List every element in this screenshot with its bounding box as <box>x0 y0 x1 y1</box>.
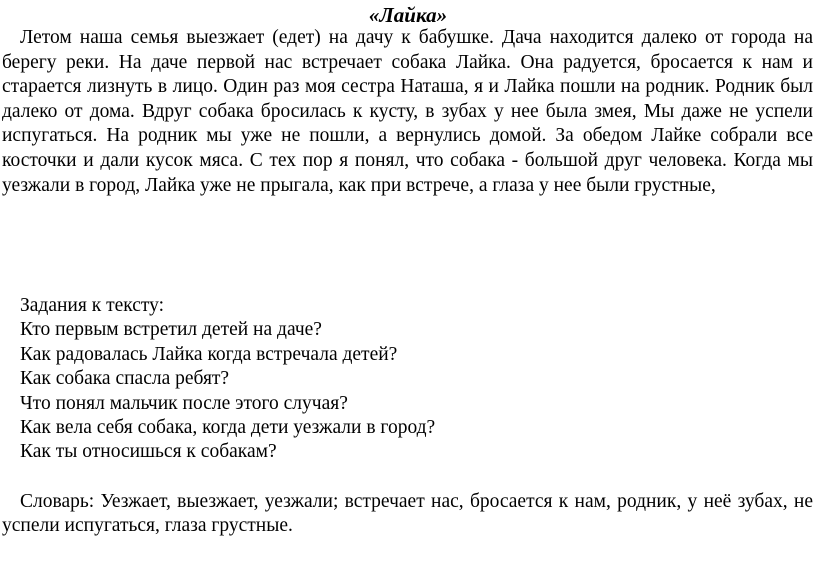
tasks-heading: Задания к тексту: <box>20 295 165 316</box>
document-title: «Лайка» <box>368 3 448 27</box>
task-item: Как радовалась Лайка когда встречала детей? <box>20 343 398 365</box>
task-item: Как вела себя собака, когда дети уезжали в город? <box>20 417 436 439</box>
task-item: Как собака спасла ребят? <box>20 368 230 390</box>
task-item: Как ты относишься к собакам? <box>20 441 277 463</box>
task-item: Кто первым встретил детей на даче? <box>20 319 322 341</box>
story-paragraph: Летом наша семья выезжает (едет) на дачу к бабушке. Дача находится далеко от города на берегу реки. На даче первой нас встречает собака Лайка. Она радуется, бросается к нам и старается лизнуть в лицо. Один раз моя сестра Наташа, я и Лайка пошли на родник. Родник был далеко от дома. Вдруг собака бросилась к кусту, в зубах у нее была змея, Мы даже не успели испугаться. На родник мы уже не пошли, а вернулись домой. За обедом Лайке собрали все косточки и дали кусок мяса. С тех пор я понял, что собака - большой друг человека. Когда мы уезжали в город, Лайка уже не прыгала, как при встрече, а глаза у нее были грустные, <box>2 27 813 196</box>
task-item: Что понял мальчик после этого случая? <box>20 392 348 414</box>
tasks-list <box>20 294 435 465</box>
glossary-paragraph: Словарь: Уезжает, выезжает, уезжали; встречает нас, бросается к нам, родник, у неё зубах, не успели испугаться, глаза грустные. <box>2 491 813 537</box>
